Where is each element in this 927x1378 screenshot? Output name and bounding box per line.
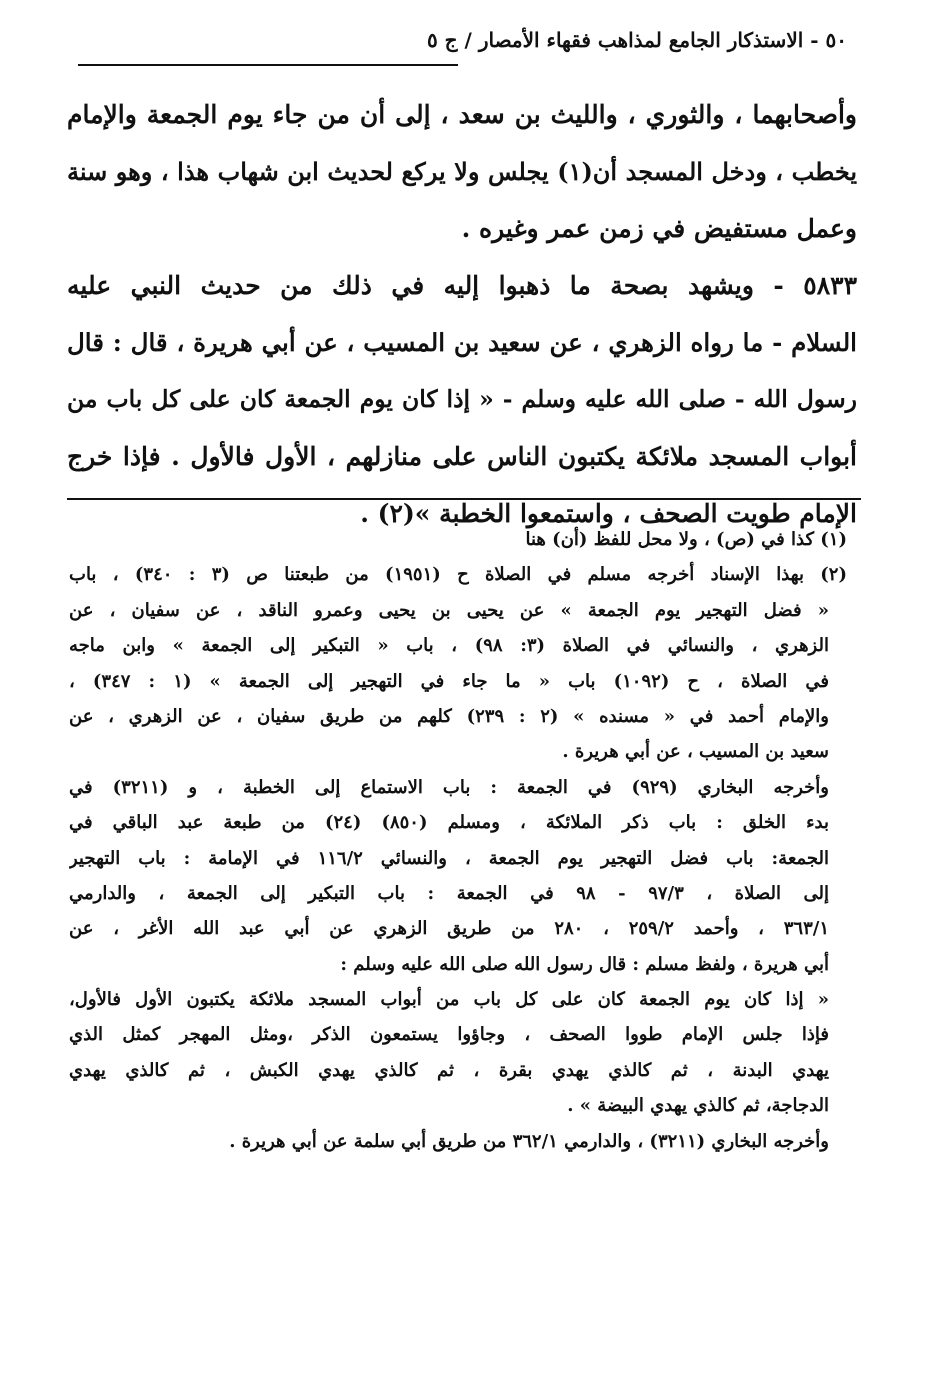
main-line: وعمل مستفيض في زمن عمر وغيره .	[461, 214, 857, 243]
main-line: وأصحابهما ، والثوري ، والليث بن سعد ، إلى أن من جاء يوم الجمعة والإمام	[67, 100, 857, 129]
footnote-line: الدجاجة، ثم كالذي يهدي البيضة » .	[567, 1095, 829, 1117]
footnote-line: بدء الخلق : باب ذكر الملائكة ، ومسلم (٨٥٠) (٢٤) من طبعة عبد الباقي في	[69, 812, 829, 834]
footnote-line: سعيد بن المسيب ، عن أبي هريرة .	[562, 741, 829, 763]
footnote-line: وأخرجه البخاري (٣٢١١) ، والدارمي ٣٦٢/١ من طريق أبي سلمة عن أبي هريرة .	[229, 1130, 829, 1152]
footnote-line: (١) كذا في (ص) ، ولا محل للفظ (أن) هنا	[525, 529, 847, 550]
footnote-line: إلى الصلاة ، ٩٧/٣ - ٩٨ في الجمعة : باب التبكير إلى الجمعة ، والدارمي	[69, 882, 829, 904]
main-line: رسول الله - صلى الله عليه وسلم - « إذا كان يوم الجمعة كان على كل باب من	[67, 385, 857, 413]
footnote-line: أبي هريرة ، ولفظ مسلم : قال رسول الله صلى الله عليه وسلم :	[340, 953, 829, 975]
running-header: ٥٠ - الاستذكار الجامع لمذاهب فقهاء الأمصار / ج ٥	[426, 28, 847, 52]
footnote-line: والإمام أحمد في « مسنده » (٢ : ٢٣٩) كلهم من طريق سفيان ، عن الزهري ، عن	[69, 705, 829, 727]
main-line: ٥٨٣٣ - ويشهد بصحة ما ذهبوا إليه في ذلك من حديث النبي عليه	[67, 271, 857, 300]
footnote-line: في الصلاة ، ح (١٠٩٢) باب « ما جاء في التهجير إلى الجمعة » (١ : ٣٤٧) ،	[69, 670, 829, 692]
main-line: أبواب المسجد ملائكة يكتبون الناس على منازلهم ، الأول فالأول . فإذا خرج	[67, 442, 857, 471]
header-rule	[78, 64, 458, 66]
footnote-line: يهدي البدنة ، ثم كالذي يهدي بقرة ، ثم كالذي يهدي الكبش ، ثم كالذي يهدي	[69, 1059, 829, 1081]
footnote-line: « فضل التهجير يوم الجمعة » عن يحيى بن يحيى وعمرو الناقد ، عن سفيان ، عن	[69, 599, 829, 621]
footnote-line: ٣٦٣/١ ، وأحمد ٢٥٩/٢ ، ٢٨٠ من طريق الزهري عن أبي عبد الله الأغر ، عن	[69, 918, 829, 940]
footnote-line: الزهري ، والنسائي في الصلاة (٣: ٩٨) ، باب « التبكير إلى الجمعة » وابن ماجه	[69, 635, 829, 657]
footnote-line: الجمعة: باب فضل التهجير يوم الجمعة ، والنسائي ١١٦/٢ في الإمامة : باب التهجير	[69, 847, 830, 869]
footnotes	[69, 522, 847, 1159]
footnote-line: « إذا كان يوم الجمعة كان على كل باب من أبواب المسجد ملائكة يكتبون الأول فالأول،	[69, 989, 829, 1011]
footnote-line: (٢) بهذا الإسناد أخرجه مسلم في الصلاة ح (١٩٥١) من طبعتنا ص (٣ : ٣٤٠) ، باب	[69, 564, 847, 586]
main-line: يخطب ، ودخل المسجد أن(١) يجلس ولا يركع لحديث ابن شهاب هذا ، وهو سنة	[67, 157, 857, 186]
footnote-line: فإذا جلس الإمام طووا الصحف ، وجاؤوا يستمعون الذكر ،ومثل المهجر كمثل الذي	[69, 1024, 829, 1046]
main-line: الإمام طويت الصحف ، واستمعوا الخطبة »(٢) .	[360, 499, 857, 528]
main-line: السلام - ما رواه الزهري ، عن سعيد بن المسيب ، عن أبي هريرة ، قال : قال	[67, 328, 857, 357]
main-text	[67, 86, 857, 542]
footnote-separator	[67, 498, 861, 500]
footnote-line: وأخرجه البخاري (٩٢٩) في الجمعة : باب الاستماع إلى الخطبة ، و (٣٢١١) في	[69, 776, 829, 798]
